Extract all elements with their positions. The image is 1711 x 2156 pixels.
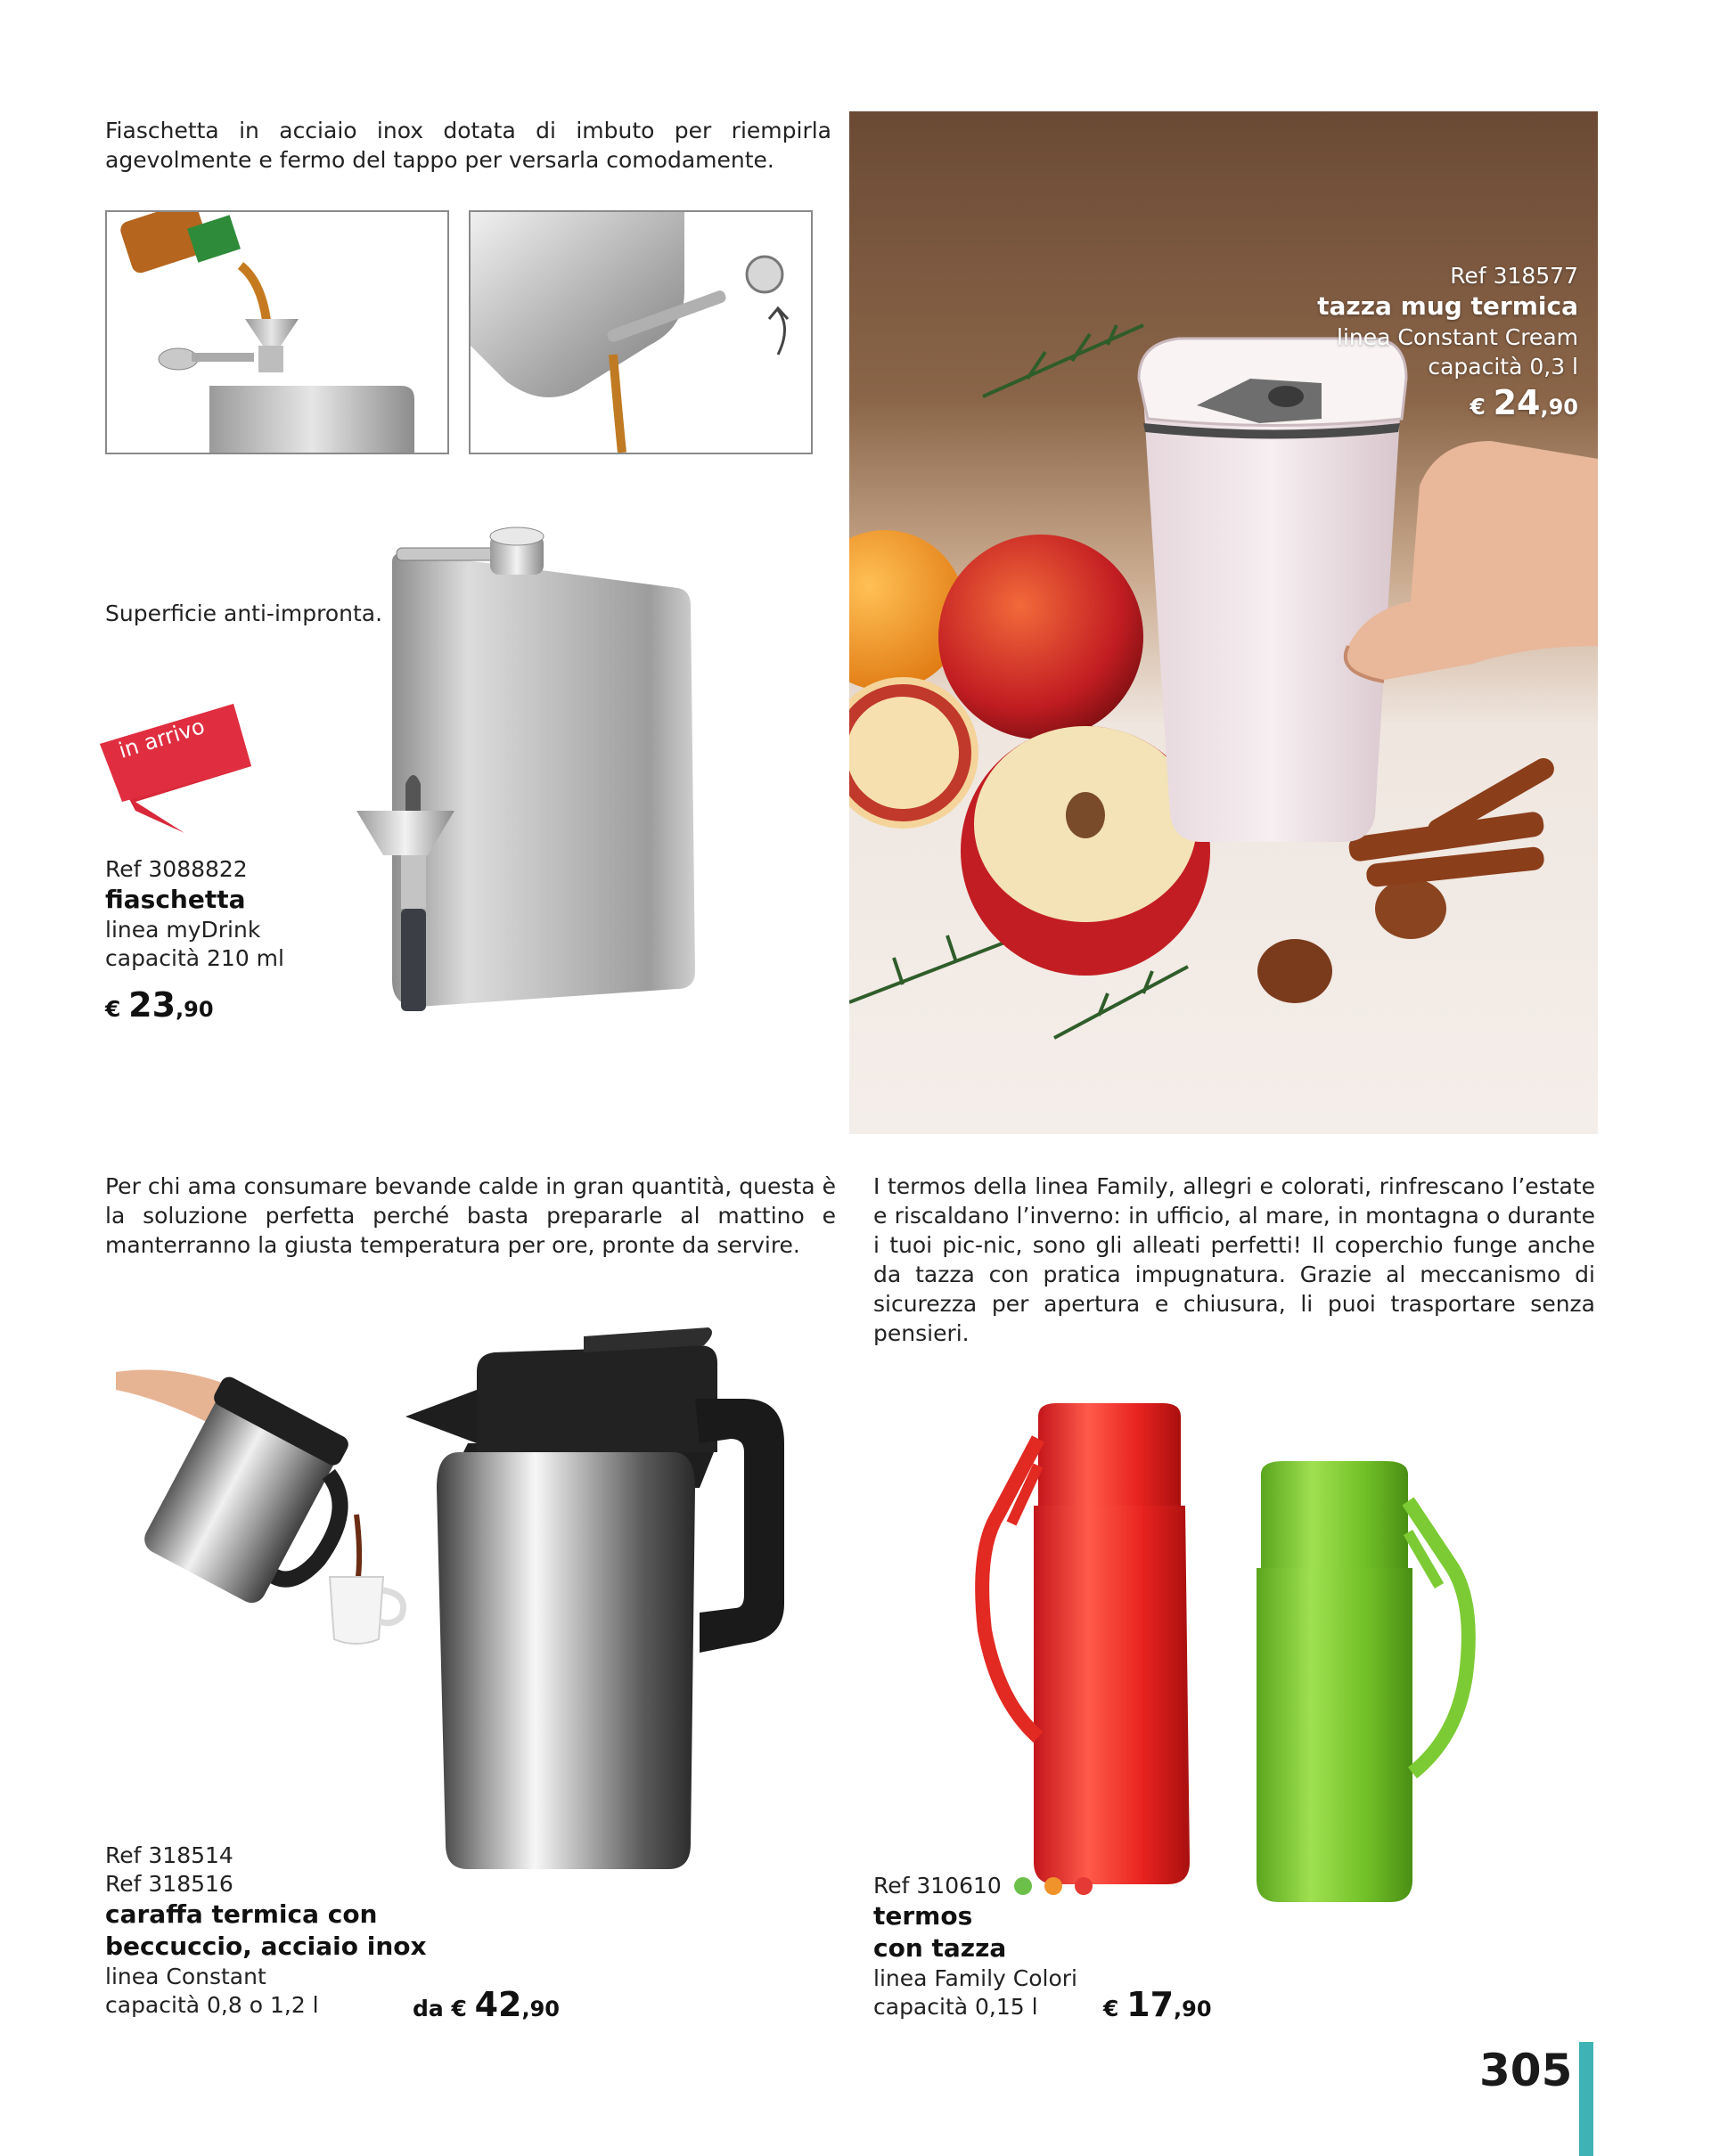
carafe-intro-text: Per chi ama consumare bevande calde in gran quantità, questa è la soluzione perfetta perché basta prepararle al mattino e manterranno la giusta temperatura per ore, pronte da servire. (105, 1173, 836, 1258)
new-arrival-badge (100, 704, 251, 837)
mug-lifestyle-photo (849, 111, 1598, 1134)
flask-capacity: capacità 210 ml (105, 945, 284, 971)
flask-product-image (356, 526, 731, 1025)
badge-label: in arrivo (116, 714, 208, 764)
thermos-ref: Ref 310610 (873, 1873, 1002, 1899)
accent-bar (1579, 2042, 1593, 2156)
carafe-line: linea Constant (105, 1964, 266, 1989)
carafe-pouring-image (107, 1354, 428, 1657)
thermos-product-image (971, 1399, 1506, 1915)
thermos-ref-row (873, 1872, 1230, 1900)
mug-price: € 24,90 (1469, 383, 1578, 422)
color-swatch-green[interactable] (1014, 1877, 1032, 1895)
flask-name: fiaschetta (105, 885, 246, 914)
thermos-price: € 17,90 (1103, 1985, 1212, 2024)
thermos-intro-text: I termos della linea Family, allegri e colorati, rinfrescano l’estate e riscaldano l’inverno: in ufficio, al mare, in montagna o durante i tuoi pic-nic, sono gli alleati perfetti! Il coperchio funge anche da tazza con pratica impugnatura. Grazie al meccanismo di sicurezza per apertura e chiusura, li puoi trasportare senza pensieri. (873, 1173, 1595, 1346)
carafe-name-line-1: caraffa termica con (105, 1899, 378, 1929)
mug-ref: Ref 318577 (1450, 263, 1578, 289)
page-number: 305 (1479, 2045, 1573, 2096)
flask-line: linea myDrink (105, 917, 261, 943)
color-swatch-red[interactable] (1075, 1877, 1093, 1895)
carafe-capacity: capacità 0,8 o 1,2 l (105, 1992, 319, 2018)
carafe-ref-1: Ref 318514 (105, 1842, 233, 1868)
mug-name: tazza mug termica (1317, 291, 1578, 321)
carafe-price: da € 42,90 (413, 1985, 560, 2024)
carafe-ref-2: Ref 318516 (105, 1871, 233, 1897)
flask-pouring-detail-image (469, 210, 813, 454)
thermos-line: linea Family Colori (873, 1965, 1077, 1991)
flask-funnel-detail-image (105, 210, 449, 454)
flask-price: € 23,90 (105, 985, 214, 1025)
mug-capacity: capacità 0,3 l (1428, 354, 1578, 380)
thermos-name-line-2: con tazza (873, 1933, 1007, 1963)
mug-product-info (1222, 261, 1578, 422)
color-swatch-orange[interactable] (1044, 1877, 1062, 1895)
thermos-capacity: capacità 0,15 l (873, 1994, 1038, 2020)
flask-feature-text: Superficie anti-impronta. (105, 600, 383, 626)
mug-line: linea Constant Cream (1337, 324, 1578, 350)
carafe-name-line-2: beccuccio, acciaio inox (105, 1931, 427, 1961)
thermos-name-line-1: termos (873, 1901, 973, 1931)
carafe-product-image (405, 1310, 798, 1889)
flask-ref: Ref 3088822 (105, 856, 248, 882)
flask-intro-text: Fiaschetta in acciaio inox dotata di imbuto per riempirla agevolmente e fermo del tappo per versarla comodamente. (105, 118, 831, 173)
